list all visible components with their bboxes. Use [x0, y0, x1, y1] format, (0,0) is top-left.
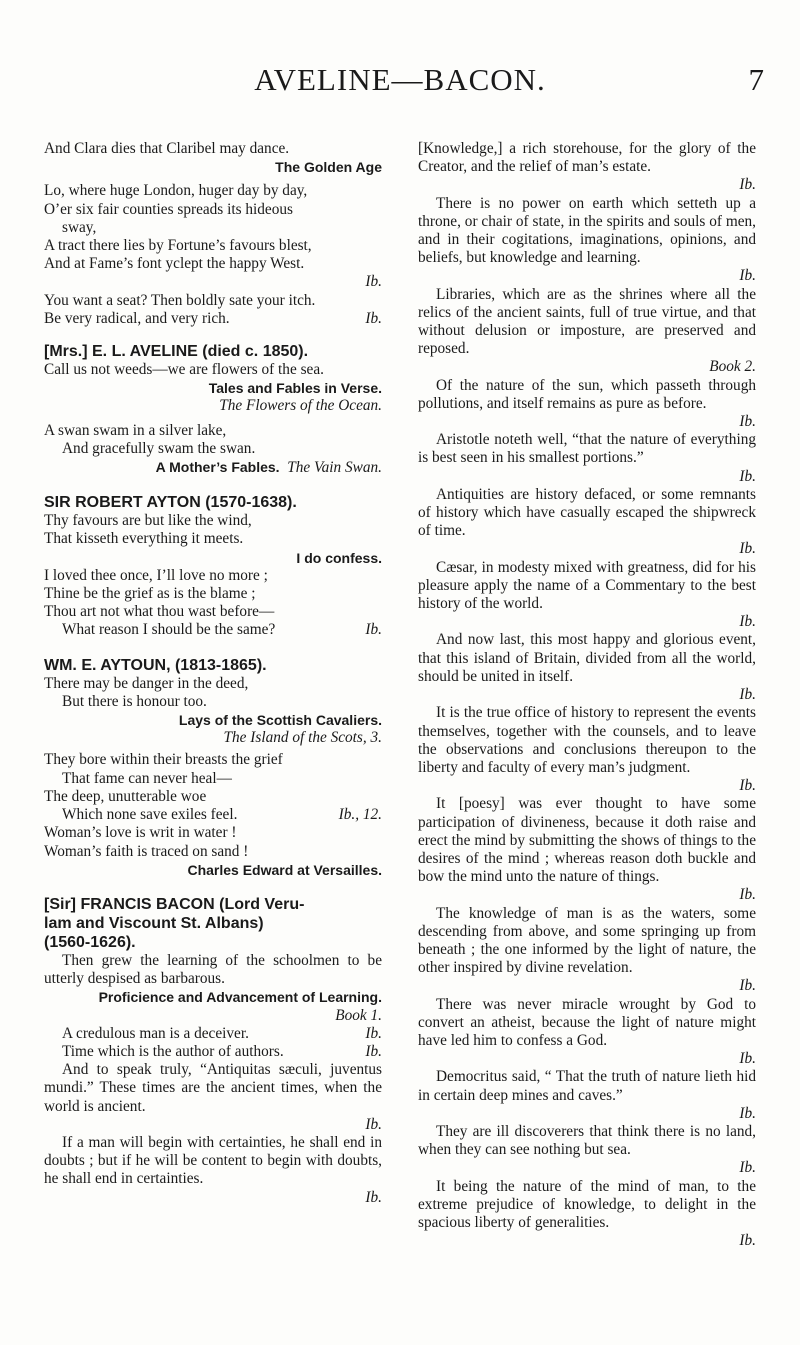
source-subtitle: Book 2. — [709, 358, 756, 376]
verse-line: That fame can never heal— — [62, 769, 232, 787]
ibid: Ib. — [365, 1188, 382, 1206]
verse-line: You want a seat? Then boldly sate your itch. — [44, 291, 316, 309]
verse-line: And Clara dies that Claribel may dance. — [44, 140, 290, 157]
quote-paragraph: The knowledge of man is as the waters, some descending from above, and some springing up from beneath ; the one informed by the light of nature, the other inspired by divine revelation. — [418, 904, 756, 977]
verse-line: Thine be the grief as is the blame ; — [44, 585, 256, 603]
ibid: Ib. — [365, 273, 382, 291]
verse-line: Woman’s love is writ in water ! — [44, 824, 237, 842]
quote-paragraph: And now last, this most happy and glorious event, that this island of Britain, divided from all the world, should be united in itself. — [418, 631, 756, 685]
quote-paragraph: Aristotle noteth well, “that the nature of everything is best seen in his smallest portions.” — [418, 431, 756, 467]
verse-line: Woman’s faith is traced on sand ! — [44, 842, 249, 860]
ibid: Ib. — [739, 686, 756, 704]
verse-line: Thou art not what thou wast before— — [44, 603, 275, 621]
verse-line: And gracefully swam the swan. — [62, 439, 256, 457]
verse-line: Which none save exiles feel. — [62, 806, 238, 824]
quote-text: Time which is the author of authors. — [62, 1042, 284, 1060]
ibid: Ib. — [365, 1024, 382, 1042]
author-heading: (1560-1626). — [44, 933, 136, 951]
quote-paragraph: It being the nature of the mind of man, to the extreme prejudice of knowledge, to delight in the spacious liberty of generalities. — [418, 1177, 756, 1231]
verse-line: A tract there lies by Fortune’s favours blest, — [44, 237, 312, 255]
verse-line: Lo, where huge London, huger day by day, — [44, 182, 308, 200]
page-number: 7 — [748, 62, 764, 97]
quote-paragraph: It is the true office of history to represent the events themselves, together with the counsels, and to leave the observations and conclusions thereupon to the liberty and faculty of every man’s judgment. — [418, 704, 756, 776]
source-subtitle: The Flowers of the Ocean. — [219, 397, 382, 415]
author-heading: WM. E. AYTOUN, (1813-1865). — [44, 656, 267, 674]
verse-line: I loved thee once, I’ll love no more ; — [44, 566, 268, 584]
ibid: Ib. — [739, 1050, 756, 1068]
ibid: Ib. — [739, 1104, 756, 1122]
ibid: Ib. — [739, 1159, 756, 1177]
source-title: The Golden Age — [275, 159, 382, 176]
ibid: Ib. — [365, 1042, 382, 1060]
verse-line: But there is honour too. — [62, 692, 207, 710]
ibid: Ib. — [739, 540, 756, 558]
verse-line: The deep, unutterable woe — [44, 787, 207, 805]
ibid: Ib. — [739, 267, 756, 285]
ibid: Ib. — [739, 777, 756, 795]
quote-paragraph: Antiquities are history defaced, or some remnants of history which have casually escaped the shipwreck of time. — [418, 485, 756, 540]
ibid: Ib. — [739, 886, 756, 904]
verse-line: That kisseth everything it meets. — [44, 530, 244, 548]
quote-paragraph: It [poesy] was ever thought to have some participation of divineness, because it doth raise and erect the mind by submitting the shows of things to the desires of the mind ; whereas reason doth buckle and bow the mind unto the nature of things. — [418, 795, 756, 886]
source-subtitle: The Vain Swan. — [287, 459, 382, 477]
quote-paragraph: And to speak truly, “Antiquitas sæculi, juventus mundi.” These times are the ancient times, when the world is ancient. — [44, 1061, 382, 1115]
author-heading: lam and Viscount St. Albans) — [44, 914, 264, 932]
verse-line: Thy favours are but like the wind, — [44, 512, 252, 530]
verse-line: sway, — [62, 218, 97, 236]
right-column — [418, 140, 756, 1250]
quote-paragraph: Then grew the learning of the schoolmen to be utterly despised as barbarous. — [44, 951, 382, 988]
author-heading: SIR ROBERT AYTON (1570-1638). — [44, 494, 297, 512]
verse-line: O’er six fair counties spreads its hideous — [44, 200, 293, 218]
quote-paragraph: If a man will begin with certainties, he shall end in doubts ; but if he will be content to begin with doubts, he shall end in certainties. — [44, 1133, 382, 1188]
source-title: I do confess. — [296, 549, 382, 566]
source-title: Lays of the Scottish Cavaliers. — [178, 712, 382, 729]
quote-paragraph: Libraries, which are as the shrines where all the relics of the ancient saints, full of true virtue, and that without delusion or imposture, are preserved and reposed. — [418, 285, 756, 358]
left-column — [44, 140, 382, 1207]
ibid: Ib. — [365, 1115, 382, 1133]
ibid: Ib. — [365, 309, 382, 327]
ibid: Ib. — [739, 467, 756, 485]
quote-text: A credulous man is a deceiver. — [62, 1024, 249, 1042]
verse-line: Be very radical, and very rich. — [44, 309, 230, 327]
verse-line: What reason I should be the same? — [62, 621, 276, 639]
ibid: Ib. — [739, 176, 756, 194]
quote-paragraph: There was never miracle wrought by God to convert an atheist, because the light of nature might have led him to confess a God. — [418, 995, 756, 1049]
verse-line: There may be danger in the deed, — [44, 674, 249, 692]
quote-paragraph: Cæsar, in modesty mixed with greatness, did for his pleasure apply the name of a Commentary to the best history of the world. — [418, 558, 756, 613]
quote-paragraph: [Knowledge,] a rich storehouse, for the glory of the Creator, and the relief of man’s estate. — [418, 140, 756, 176]
quote-line: Call us not weeds—we are flowers of the sea. — [44, 361, 324, 379]
source-title: Charles Edward at Versailles. — [187, 861, 382, 878]
verse-line: And at Fame’s font yclept the happy West. — [44, 255, 305, 273]
source-title: A Mother’s Fables. — [155, 459, 280, 476]
ibid: Ib. — [739, 977, 756, 995]
verse-line: A swan swam in a silver lake, — [44, 421, 227, 439]
source-title: Tales and Fables in Verse. — [208, 380, 382, 397]
ibid: Ib. — [739, 413, 756, 431]
author-heading: [Sir] FRANCIS BACON (Lord Veru- — [44, 895, 305, 913]
source-subtitle: The Island of the Scots, 3. — [223, 729, 382, 747]
author-heading: [Mrs.] E. L. AVELINE (died c. 1850). — [44, 343, 309, 361]
quote-paragraph: Of the nature of the sun, which passeth through pollutions, and itself remains as pure as before. — [418, 376, 756, 412]
verse-line: They bore within their breasts the grief — [44, 751, 283, 769]
ibid: Ib., 12. — [338, 806, 382, 824]
running-header: AVELINE—BACON. — [254, 62, 546, 97]
source-title: Proficience and Advancement of Learning. — [98, 989, 382, 1006]
ibid: Ib. — [365, 621, 382, 639]
quote-paragraph: There is no power on earth which setteth up a throne, or chair of state, in the spirits and souls of men, and in their cogitations, imaginations, opinions, and beliefs, but knowledge and learning. — [418, 194, 756, 267]
quote-paragraph: Democritus said, “ That the truth of nature lieth hid in certain deep mines and caves.” — [418, 1068, 756, 1104]
source-subtitle: Book 1. — [335, 1006, 382, 1024]
ibid: Ib. — [739, 1232, 756, 1250]
quote-paragraph: They are ill discoverers that think there is no land, when they can see nothing but sea. — [418, 1122, 756, 1159]
ibid: Ib. — [739, 613, 756, 631]
